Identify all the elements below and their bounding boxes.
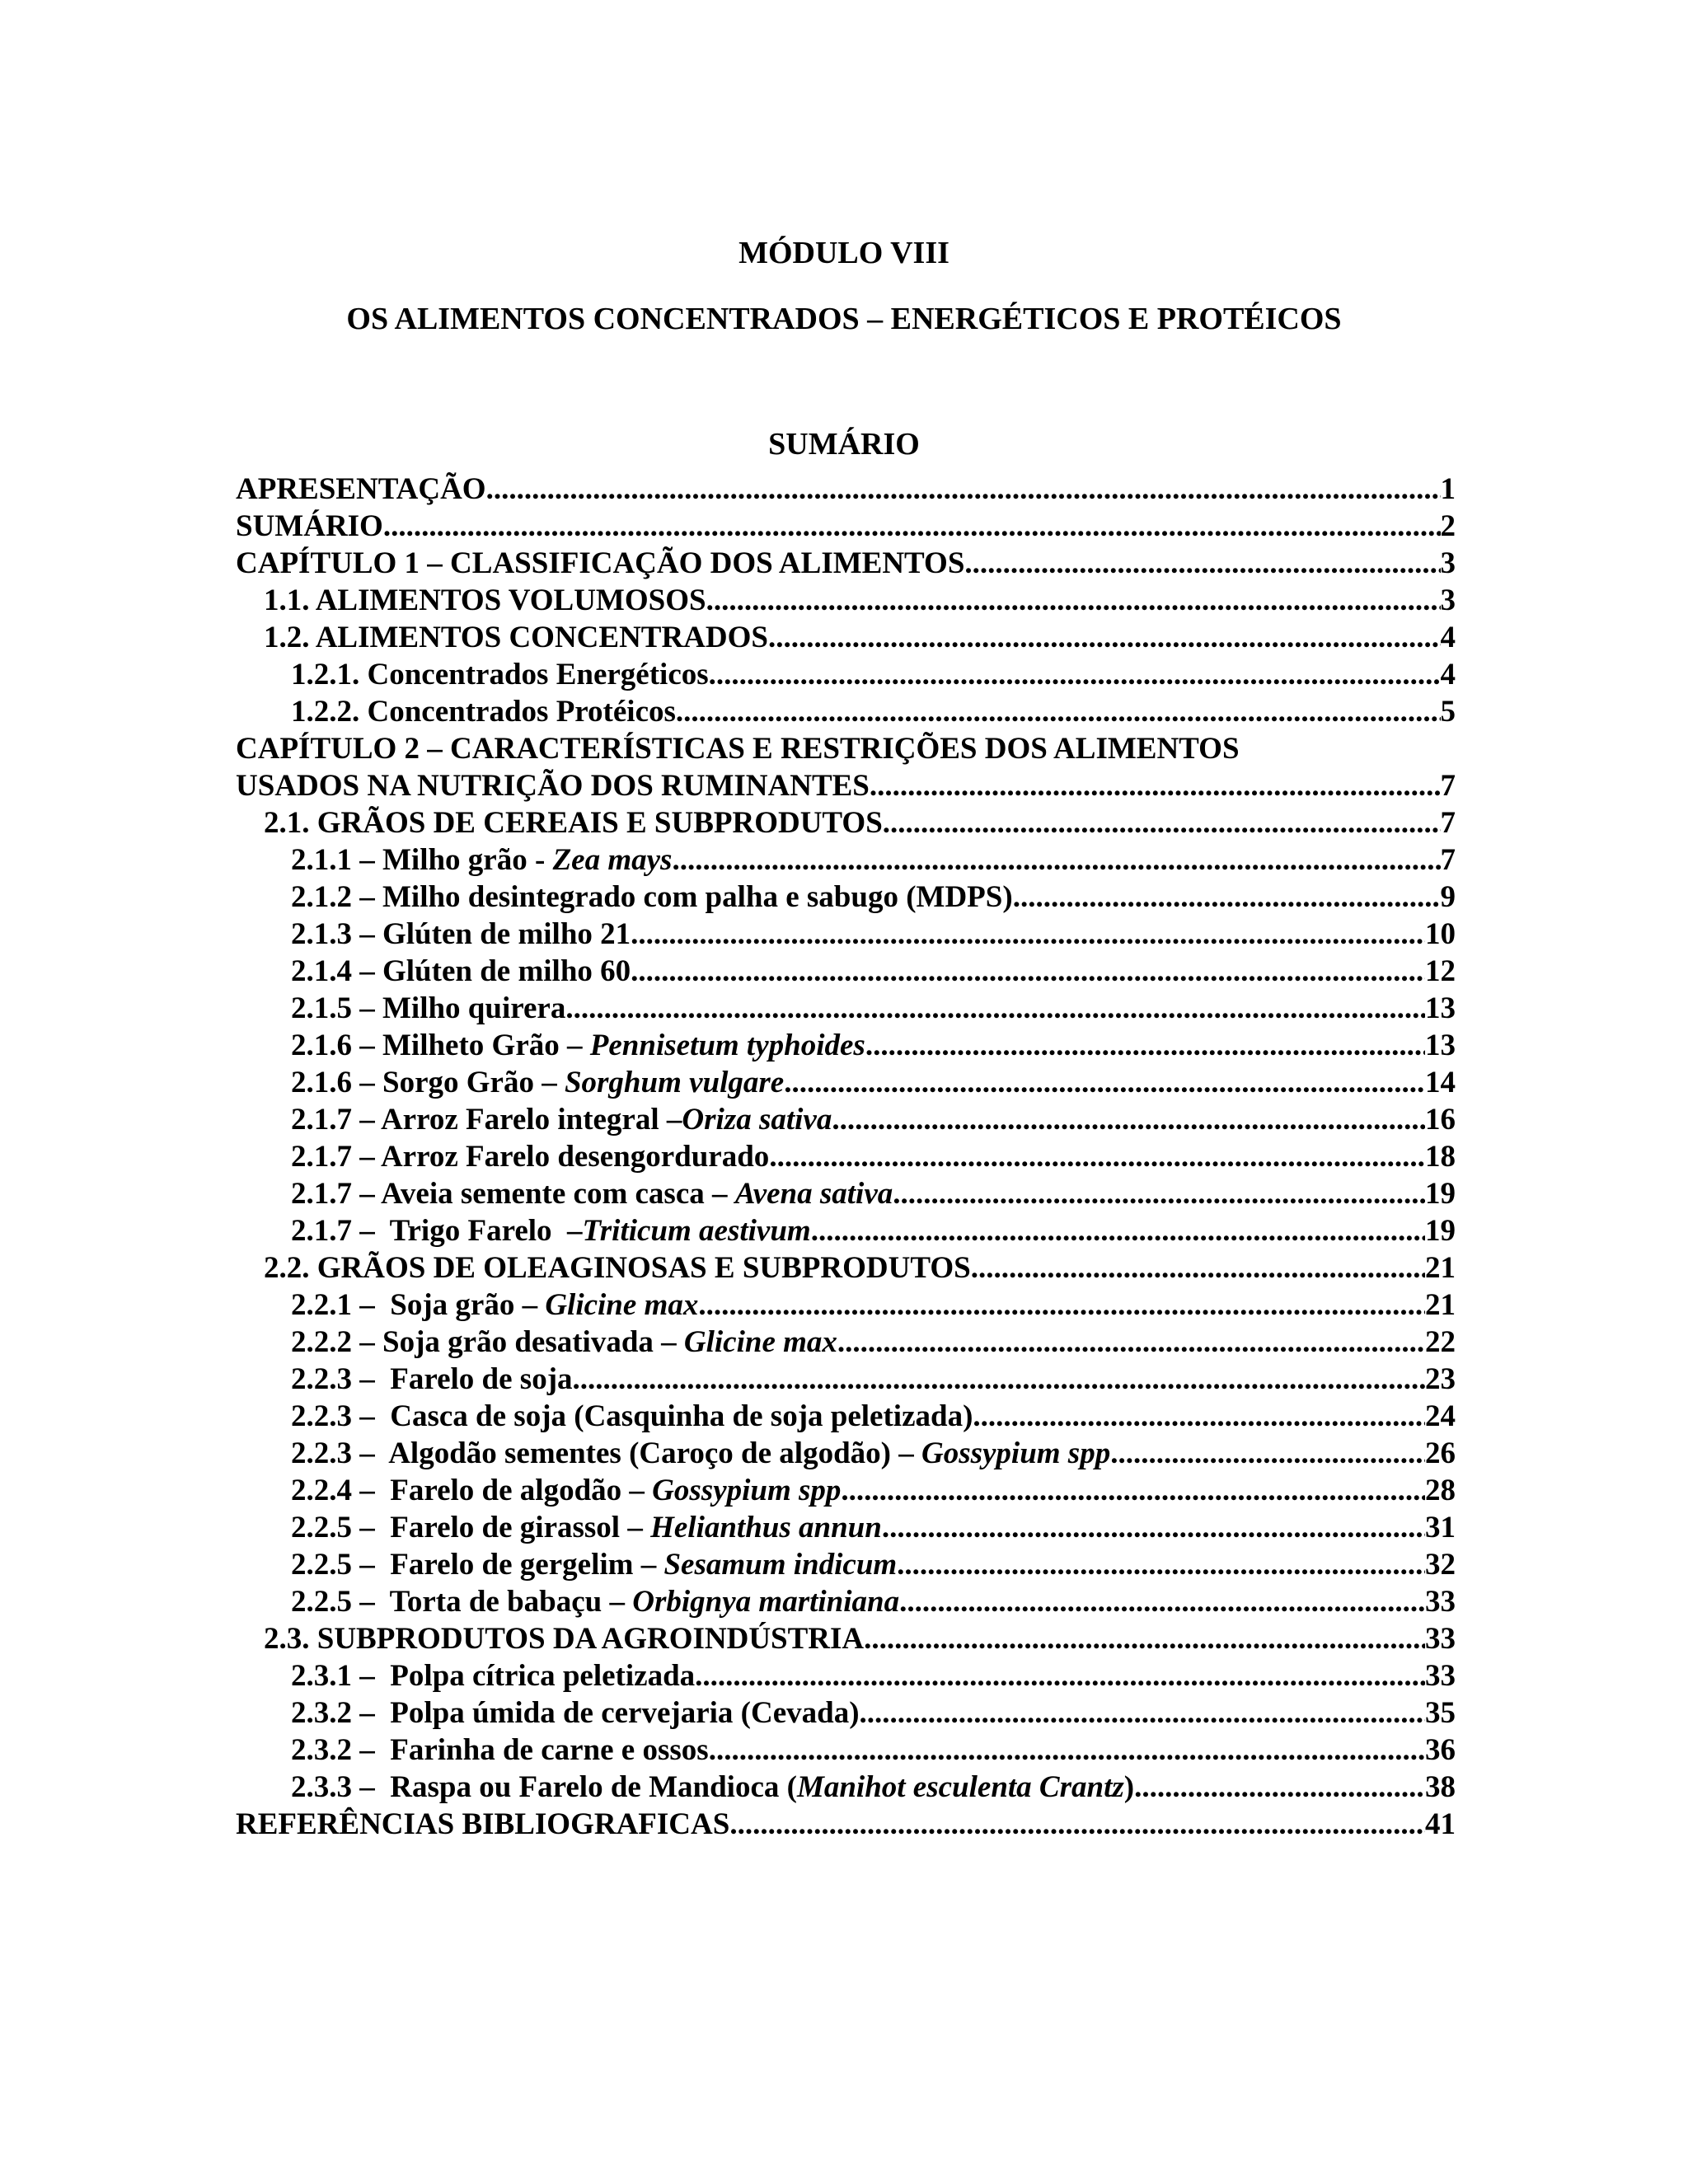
toc-entry-line xyxy=(291,841,1456,879)
toc-entry[interactable] xyxy=(236,1286,1456,1324)
toc-page-number: 12 xyxy=(1425,954,1456,988)
toc-entry[interactable] xyxy=(236,1546,1456,1583)
toc-entry-text: USADOS NA NUTRIÇÃO DOS RUMINANTES xyxy=(236,769,870,803)
toc-page-number: 21 xyxy=(1425,1288,1456,1322)
toc-entry[interactable] xyxy=(236,693,1456,730)
toc-dot-leader xyxy=(631,916,1425,953)
toc-entry-label xyxy=(291,1546,897,1583)
toc-dot-leader xyxy=(899,1583,1425,1620)
toc-entry-line xyxy=(291,1138,1456,1175)
toc-entry-text: 2.3.3 – Raspa ou Farelo de Mandioca ( xyxy=(291,1770,797,1804)
toc-dot-leader xyxy=(706,582,1441,619)
toc-dot-leader xyxy=(811,1212,1425,1249)
toc-entry-label xyxy=(264,619,768,656)
toc-page-number: 19 xyxy=(1425,1214,1456,1248)
toc-page-number: 9 xyxy=(1440,880,1456,914)
toc-dot-leader xyxy=(573,1361,1425,1398)
toc-page-number: 7 xyxy=(1440,806,1456,840)
toc-entry[interactable] xyxy=(236,471,1456,508)
toc-entry-scientific-name: Zea mays xyxy=(552,843,673,877)
toc-entry[interactable] xyxy=(236,1806,1456,1843)
toc-dot-leader xyxy=(897,1546,1425,1583)
toc-entry[interactable] xyxy=(236,1398,1456,1435)
toc-entry[interactable] xyxy=(236,990,1456,1027)
toc-entry-text: 2.1.7 – Trigo Farelo – xyxy=(291,1214,583,1248)
toc-dot-leader xyxy=(698,1286,1425,1324)
toc-entry-label xyxy=(291,879,1013,916)
toc-entry[interactable] xyxy=(236,619,1456,656)
toc-entry-line xyxy=(236,767,1456,804)
toc-entry-text: 1.1. ALIMENTOS VOLUMOSOS xyxy=(264,583,706,617)
toc-entry-text: 2.2.4 – Farelo de algodão – xyxy=(291,1474,653,1507)
toc-entry-line xyxy=(291,1286,1456,1324)
toc-entry-text-suffix: ) xyxy=(1123,1770,1135,1804)
toc-entry-label xyxy=(236,1806,729,1843)
toc-dot-leader xyxy=(631,953,1425,990)
toc-entry-line xyxy=(264,1249,1456,1286)
toc-entry-label xyxy=(291,953,631,990)
toc-entry-label xyxy=(236,767,870,804)
toc-entry-label xyxy=(291,1027,865,1064)
toc-entry-text: 2.2.3 – Farelo de soja xyxy=(291,1362,573,1396)
toc-entry-line xyxy=(291,1064,1456,1101)
toc-entry-label xyxy=(236,508,383,545)
toc-entry-line xyxy=(291,1212,1456,1249)
toc-entry-line xyxy=(236,508,1456,545)
toc-entry-line xyxy=(264,804,1456,841)
toc-entry-scientific-name: Oriza sativa xyxy=(682,1103,832,1137)
toc-entry-line xyxy=(291,693,1456,730)
toc-dot-leader xyxy=(883,804,1441,841)
toc-entry[interactable] xyxy=(236,1249,1456,1286)
toc-page-number: 24 xyxy=(1425,1399,1456,1433)
toc-entry[interactable] xyxy=(236,1064,1456,1101)
toc-entry-text: 2.2.3 – Casca de soja (Casquinha de soja peletizada) xyxy=(291,1399,973,1433)
table-of-contents xyxy=(236,471,1456,1843)
toc-entry-text: 2.2.2 – Soja grão desativada – xyxy=(291,1325,684,1359)
toc-entry-line xyxy=(291,1546,1456,1583)
toc-dot-leader xyxy=(973,1398,1425,1435)
toc-page-number: 33 xyxy=(1425,1585,1456,1619)
toc-page-number: 2 xyxy=(1440,509,1456,543)
toc-page-number: 7 xyxy=(1440,769,1456,803)
toc-entry-label xyxy=(264,804,883,841)
toc-page-number: 33 xyxy=(1425,1622,1456,1656)
toc-page-number: 3 xyxy=(1440,546,1456,580)
subject-title: OS ALIMENTOS CONCENTRADOS – ENERGÉTICOS E PROTÉICOS xyxy=(346,302,1342,336)
toc-entry-scientific-name: Pennisetum typhoides xyxy=(589,1029,865,1062)
toc-entry-text: 1.2. ALIMENTOS CONCENTRADOS xyxy=(264,621,768,654)
toc-entry[interactable] xyxy=(236,1212,1456,1249)
toc-page-number: 4 xyxy=(1440,621,1456,654)
toc-entry-label xyxy=(291,1509,882,1546)
toc-entry[interactable] xyxy=(236,1027,1456,1064)
toc-entry-scientific-name: Gossypium spp xyxy=(921,1436,1111,1470)
toc-entry[interactable] xyxy=(236,730,1456,804)
toc-entry[interactable] xyxy=(236,953,1456,990)
toc-entry-line xyxy=(264,1620,1456,1657)
toc-entry-line xyxy=(236,1806,1456,1843)
toc-dot-leader xyxy=(837,1324,1425,1361)
toc-entry-label xyxy=(291,656,709,693)
toc-entry-text: 2.2. GRÃOS DE OLEAGINOSAS E SUBPRODUTOS xyxy=(264,1251,971,1285)
toc-entry[interactable] xyxy=(236,1583,1456,1620)
toc-entry-text: 2.1.7 – Arroz Farelo integral – xyxy=(291,1103,682,1137)
toc-entry-line xyxy=(291,1583,1456,1620)
toc-dot-leader xyxy=(769,1138,1425,1175)
toc-page-number: 32 xyxy=(1425,1548,1456,1582)
toc-entry-line xyxy=(291,1398,1456,1435)
toc-dot-leader xyxy=(1013,879,1441,916)
toc-entry-label xyxy=(291,1435,1110,1472)
toc-page-number: 3 xyxy=(1440,583,1456,617)
toc-entry-label xyxy=(291,916,631,953)
toc-dot-leader xyxy=(971,1249,1425,1286)
toc-entry-scientific-name: Triticum aestivum xyxy=(582,1214,811,1248)
toc-page-number: 13 xyxy=(1425,1029,1456,1062)
toc-entry-line xyxy=(291,1472,1456,1509)
toc-entry-line xyxy=(291,1435,1456,1472)
toc-entry-line xyxy=(291,953,1456,990)
toc-entry-text: 2.2.5 – Farelo de gergelim – xyxy=(291,1548,664,1582)
toc-entry-text: CAPÍTULO 1 – CLASSIFICAÇÃO DOS ALIMENTOS xyxy=(236,546,965,580)
toc-page-number: 5 xyxy=(1440,695,1456,729)
toc-entry-label xyxy=(291,1583,899,1620)
toc-entry-label xyxy=(291,1101,832,1138)
toc-page-number: 4 xyxy=(1440,658,1456,691)
toc-entry-text: 1.2.2. Concentrados Protéicos xyxy=(291,695,676,729)
toc-entry-title-line: CAPÍTULO 2 – CARACTERÍSTICAS E RESTRIÇÕES DOS ALIMENTOS xyxy=(236,732,1240,766)
toc-entry-line xyxy=(291,1732,1456,1769)
toc-entry[interactable] xyxy=(236,545,1456,582)
toc-entry-line xyxy=(264,619,1456,656)
toc-entry-text: APRESENTAÇÃO xyxy=(236,472,486,506)
toc-entry-text: 2.1.2 – Milho desintegrado com palha e sabugo (MDPS) xyxy=(291,880,1013,914)
toc-page-number: 7 xyxy=(1440,843,1456,877)
toc-entry[interactable] xyxy=(236,1101,1456,1138)
toc-entry[interactable] xyxy=(236,508,1456,545)
toc-entry-label xyxy=(236,471,486,508)
toc-page-number: 28 xyxy=(1425,1474,1456,1507)
toc-entry-label xyxy=(291,1138,769,1175)
toc-entry[interactable] xyxy=(236,1472,1456,1509)
toc-entry-scientific-name: Glicine max xyxy=(545,1288,699,1322)
toc-entry[interactable] xyxy=(236,916,1456,953)
toc-entry-text: 2.1.3 – Glúten de milho 21 xyxy=(291,917,631,951)
toc-dot-leader xyxy=(870,767,1441,804)
toc-page-number: 21 xyxy=(1425,1251,1456,1285)
toc-entry-line xyxy=(236,471,1456,508)
toc-entry-line xyxy=(291,1027,1456,1064)
toc-entry[interactable] xyxy=(236,1175,1456,1212)
toc-entry-line xyxy=(236,545,1456,582)
toc-entry-label xyxy=(291,1286,698,1324)
toc-entry-label xyxy=(291,1398,973,1435)
toc-entry-scientific-name: Sorghum vulgare xyxy=(564,1066,785,1099)
toc-entry-label xyxy=(291,1361,573,1398)
toc-entry-line xyxy=(291,656,1456,693)
toc-entry-text: 2.1.7 – Aveia semente com casca – xyxy=(291,1177,735,1211)
toc-entry[interactable] xyxy=(236,804,1456,841)
toc-page-number: 31 xyxy=(1425,1511,1456,1544)
toc-dot-leader xyxy=(865,1027,1425,1064)
toc-dot-leader xyxy=(729,1806,1425,1843)
toc-dot-leader xyxy=(1110,1435,1425,1472)
toc-entry-text: 2.3.2 – Farinha de carne e ossos xyxy=(291,1733,709,1767)
toc-entry-label xyxy=(264,1249,971,1286)
toc-page-number: 23 xyxy=(1425,1362,1456,1396)
toc-entry-line xyxy=(291,1101,1456,1138)
module-title: MÓDULO VIII xyxy=(738,236,950,270)
toc-page-number: 33 xyxy=(1425,1659,1456,1693)
toc-entry-text: 2.1. GRÃOS DE CEREAIS E SUBPRODUTOS xyxy=(264,806,883,840)
toc-entry-label xyxy=(264,582,706,619)
toc-entry-text: 2.1.7 – Arroz Farelo desengordurado xyxy=(291,1140,770,1174)
toc-entry-label xyxy=(291,1324,837,1361)
toc-entry-label xyxy=(291,990,565,1027)
toc-entry-scientific-name: Helianthus annun xyxy=(650,1511,882,1544)
toc-entry-text: 1.2.1. Concentrados Energéticos xyxy=(291,658,709,691)
toc-entry-scientific-name: Orbignya martiniana xyxy=(632,1585,900,1619)
toc-entry-text: 2.2.5 – Farelo de girassol – xyxy=(291,1511,651,1544)
toc-dot-leader xyxy=(893,1175,1425,1212)
toc-dot-leader xyxy=(860,1694,1425,1732)
toc-entry-text: 2.2.1 – Soja grão – xyxy=(291,1288,546,1322)
toc-entry[interactable] xyxy=(236,1509,1456,1546)
toc-entry-label xyxy=(291,1212,811,1249)
toc-page-number: 13 xyxy=(1425,991,1456,1025)
toc-entry-line xyxy=(291,879,1456,916)
toc-page-number: 41 xyxy=(1425,1807,1456,1841)
toc-entry-text: 2.1.6 – Sorgo Grão – xyxy=(291,1066,565,1099)
toc-entry-text: REFERÊNCIAS BIBLIOGRAFICAS xyxy=(236,1807,730,1841)
toc-dot-leader xyxy=(864,1620,1425,1657)
toc-dot-leader xyxy=(964,545,1440,582)
toc-entry[interactable] xyxy=(236,1138,1456,1175)
toc-entry-text: 2.1.1 – Milho grão - xyxy=(291,843,553,877)
toc-entry-text: 2.1.4 – Glúten de milho 60 xyxy=(291,954,631,988)
toc-dot-leader xyxy=(709,1732,1425,1769)
toc-page-number: 16 xyxy=(1425,1103,1456,1137)
toc-dot-leader xyxy=(383,508,1441,545)
toc-page-number: 14 xyxy=(1425,1066,1456,1099)
toc-entry[interactable] xyxy=(236,1620,1456,1657)
toc-entry[interactable] xyxy=(236,1324,1456,1361)
toc-entry-label xyxy=(291,1175,893,1212)
toc-page-number: 36 xyxy=(1425,1733,1456,1767)
toc-page-number: 35 xyxy=(1425,1696,1456,1730)
toc-dot-leader xyxy=(784,1064,1425,1101)
toc-entry[interactable] xyxy=(236,1361,1456,1398)
toc-entry[interactable] xyxy=(236,1435,1456,1472)
toc-entry-text: 2.3.1 – Polpa cítrica peletizada xyxy=(291,1659,696,1693)
toc-entry-scientific-name: Glicine max xyxy=(683,1325,837,1359)
toc-entry-text: 2.2.3 – Algodão sementes (Caroço de algodão) – xyxy=(291,1436,921,1470)
toc-dot-leader xyxy=(882,1509,1425,1546)
toc-entry-text: 2.3.2 – Polpa úmida de cervejaria (Cevada) xyxy=(291,1696,860,1730)
toc-entry-line xyxy=(291,990,1456,1027)
toc-entry-label xyxy=(291,693,676,730)
toc-entry-text: 2.1.6 – Milheto Grão – xyxy=(291,1029,590,1062)
toc-dot-leader xyxy=(1134,1769,1425,1806)
toc-entry[interactable] xyxy=(236,841,1456,879)
toc-entry-text: SUMÁRIO xyxy=(236,509,383,543)
toc-entry-line xyxy=(291,1175,1456,1212)
toc-entry-scientific-name: Manihot esculenta Crantz xyxy=(796,1770,1124,1804)
toc-dot-leader xyxy=(676,693,1441,730)
toc-entry-scientific-name: Avena sativa xyxy=(734,1177,893,1211)
toc-entry[interactable] xyxy=(236,1657,1456,1694)
toc-entry[interactable] xyxy=(236,879,1456,916)
toc-entry-scientific-name: Gossypium spp xyxy=(652,1474,842,1507)
toc-dot-leader xyxy=(695,1657,1425,1694)
toc-page-number: 18 xyxy=(1425,1140,1456,1174)
toc-entry-line xyxy=(291,1361,1456,1398)
toc-dot-leader xyxy=(565,990,1425,1027)
toc-entry-label xyxy=(236,545,964,582)
toc-dot-leader xyxy=(768,619,1441,656)
toc-page-number: 22 xyxy=(1425,1325,1456,1359)
toc-entry-line xyxy=(291,1657,1456,1694)
toc-dot-leader xyxy=(709,656,1441,693)
toc-entry-text: 2.3. SUBPRODUTOS DA AGROINDÚSTRIA xyxy=(264,1622,865,1656)
toc-entry-label xyxy=(291,1657,695,1694)
toc-entry-label xyxy=(264,1620,864,1657)
toc-entry-label xyxy=(291,1472,841,1509)
toc-dot-leader xyxy=(486,471,1441,508)
toc-entry[interactable] xyxy=(236,1769,1456,1806)
toc-entry-label xyxy=(291,1694,860,1732)
toc-page-number: 38 xyxy=(1425,1770,1456,1804)
toc-entry-label xyxy=(291,1064,784,1101)
toc-page-number: 10 xyxy=(1425,917,1456,951)
toc-entry-label xyxy=(291,1732,709,1769)
toc-heading: SUMÁRIO xyxy=(768,427,920,462)
toc-entry-line xyxy=(291,1509,1456,1546)
toc-page-number: 26 xyxy=(1425,1436,1456,1470)
toc-entry-text: 2.1.5 – Milho quirera xyxy=(291,991,566,1025)
toc-entry-line xyxy=(264,582,1456,619)
toc-dot-leader xyxy=(841,1472,1425,1509)
toc-entry-text: 2.2.5 – Torta de babaçu – xyxy=(291,1585,633,1619)
toc-dot-leader xyxy=(832,1101,1425,1138)
toc-entry-scientific-name: Sesamum indicum xyxy=(663,1548,898,1582)
toc-entry-line xyxy=(291,916,1456,953)
toc-page-number: 1 xyxy=(1440,472,1456,506)
toc-entry[interactable] xyxy=(236,1732,1456,1769)
toc-entry-line xyxy=(291,1769,1456,1806)
toc-entry-label xyxy=(291,1769,1134,1806)
toc-dot-leader xyxy=(672,841,1440,879)
toc-entry[interactable] xyxy=(236,656,1456,693)
toc-entry-label xyxy=(291,841,672,879)
toc-entry[interactable] xyxy=(236,1694,1456,1732)
toc-entry-line xyxy=(291,1324,1456,1361)
toc-entry[interactable] xyxy=(236,582,1456,619)
toc-page-number: 19 xyxy=(1425,1177,1456,1211)
toc-entry-line xyxy=(291,1694,1456,1732)
